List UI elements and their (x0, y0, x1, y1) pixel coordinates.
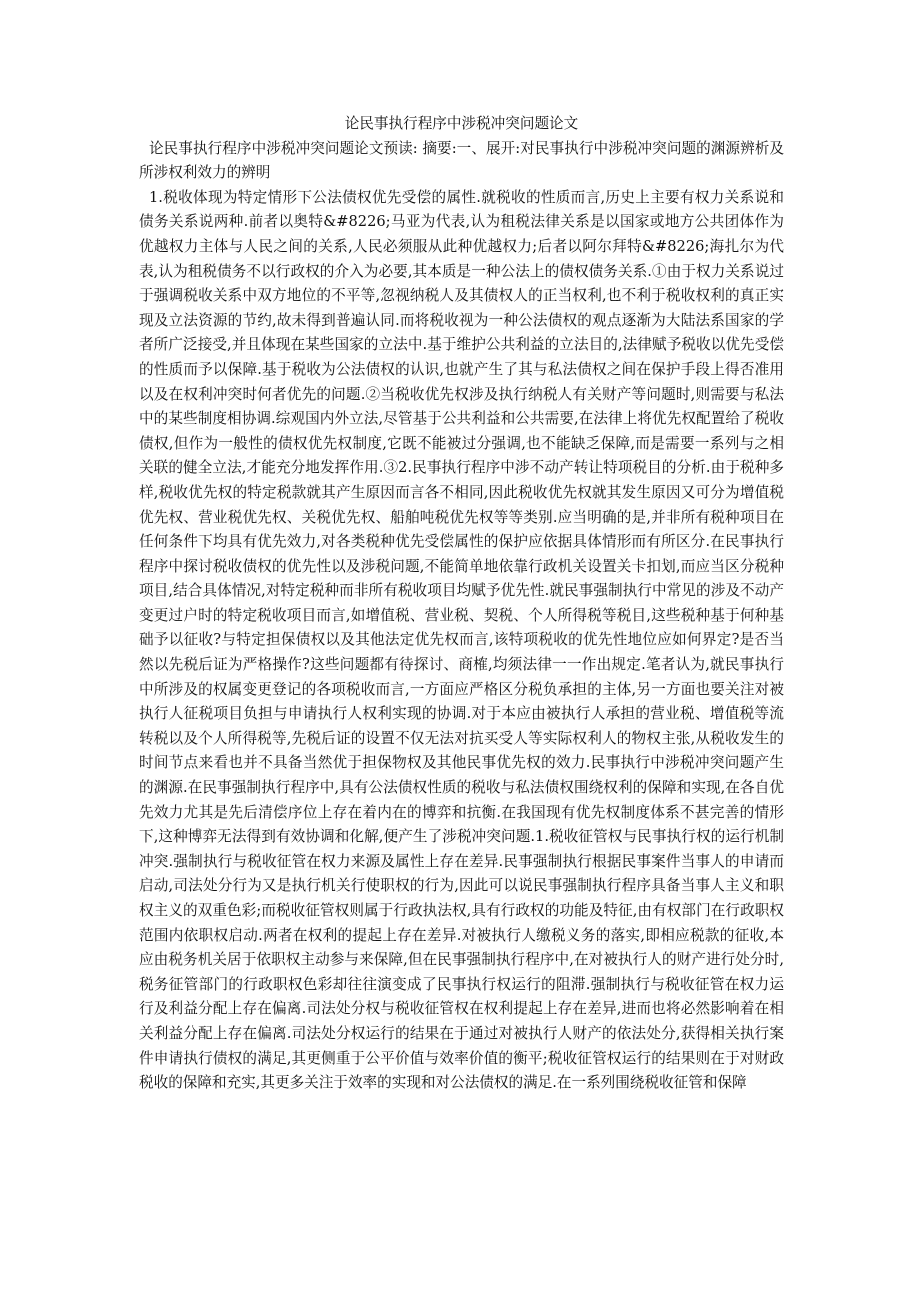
document-body: 1.税收体现为特定情形下公法债权优先受偿的属性.就税收的性质而言,历史上主要有权力关系说和债务关系说两种.前者以奥特&#8226;马亚为代表,认为租税法律关系是以国家或地方公共团体作为优越权力主体与人民之间的关系,人民必须服从此种优越权力;后者以阿尔拜特&#8226;海扎尔为代表,认为租税债务不以行政权的介入为必要,其本质是一种公法上的债权债务关系.①由于权力关系说过于强调税收关系中双方地位的不平等,忽视纳税人及其债权人的正当权利,也不利于税收权利的真正实现及立法资源的节约,故未得到普遍认同.而将税收视为一种公法债权的观点逐渐为大陆法系国家的学者所广泛接受,并且体现在某些国家的立法中.基于维护公共利益的立法目的,法律赋予税收以优先受偿的性质而予以保障.基于税收为公法债权的认识,也就产生了其与私法债权之间在保护手段上得否准用以及在权利冲突时何者优先的问题.②当税收优先权涉及执行纳税人有关财产等问题时,则需要与私法中的某些制度相协调.综观国内外立法,尽管基于公共利益和公共需要,在法律上将优先权配置给了税收债权,但作为一般性的债权优先权制度,它既不能被过分强调,也不能缺乏保障,而是需要一系列与之相关联的健全立法,才能充分地发挥作用.③2.民事执行程序中涉不动产转让特项税目的分析.由于税种多样,税收优先权的特定税款就其产生原因而言各不相同,因此税收优先权就其发生原因又可分为增值税优先权、营业税优先权、关税优先权、船舶吨税优先权等等类别.应当明确的是,并非所有税种项目在任何条件下均具有优先效力,对各类税种优先受偿属性的保护应依据具体情形而有所区分.在民事执行程序中探讨税收债权的优先性以及涉税问题,不能简单地依靠行政机关设置关卡扣划,而应当区分税种项目,结合具体情况,对特定税种而非所有税收项目均赋予优先性.就民事强制执行中常见的涉及不动产变更过户时的特定税收项目而言,如增值税、营业税、契税、个人所得税等税目,这些税种基于何种基础予以征收?与特定担保债权以及其他法定优先权而言,该特项税收的优先性地位应如何界定?是否当然以先税后证为严格操作?这些问题都有待探讨、商榷,均须法律一一作出规定.笔者认为,就民事执行中所涉及的权属变更登记的各项税收而言,一方面应严格区分税负承担的主体,另一方面也要关注对被执行人征税项目负担与申请执行人权利实现的协调.对于本应由被执行人承担的营业税、增值税等流转税以及个人所得税等,先税后证的设置不仅无法对抗买受人等实际权利人的物权主张,从税收发生的时间节点来看也并不具备当然优于担保物权及其他民事优先权的效力.民事执行中涉税冲突问题产生的渊源.在民事强制执行程序中,具有公法债权性质的税收与私法债权围绕权利的保障和实现,在各自优先效力尤其是先后清偿序位上存在着内在的博弈和抗衡.在我国现有优先权制度体系不甚完善的情形下,这种博弈无法得到有效协调和化解,便产生了涉税冲突问题.1.税收征管权与民事执行权的运行机制冲突.强制执行与税收征管在权力来源及属性上存在差异.民事强制执行根据民事案件当事人的申请而启动,司法处分行为又是执行机关行使职权的行为,因此可以说民事强制执行程序具备当事人主义和职权主义的双重色彩;而税收征管权则属于行政执法权,具有行政权的功能及特征,由有权部门在行政职权范围内依职权启动.两者在权利的提起上存在差异.对被执行人缴税义务的落实,即相应税款的征收,本应由税务机关居于依职权主动参与来保障,但在民事强制执行程序中,在对被执行人的财产进行处分时,税务征管部门的行政职权色彩却往往演变成了民事执行权运行的阻滞.强制执行与税收征管在权力运行及利益分配上存在偏离.司法处分权与税收征管权在权利提起上存在差异,进而也将必然影响着在相关利益分配上存在偏离.司法处分权运行的结果在于通过对被执行人财产的依法处分,获得相关执行案件申请执行债权的满足,其更侧重于公平价值与效率价值的衡平;税收征管权运行的结果则在于对财政税收的保障和充实,其更多关注于效率的实现和对公法债权的满足.在一系列围绕税收征管和保障 (139, 188, 784, 1092)
document-title: 论民事执行程序中涉税冲突问题论文 (344, 115, 579, 132)
document-content (139, 112, 784, 1096)
document-intro: 论民事执行程序中涉税冲突问题论文预读: 摘要:一、展开:对民事执行中涉税冲突问题的渊源辨析及所涉权利效力的辨明 (139, 139, 784, 182)
